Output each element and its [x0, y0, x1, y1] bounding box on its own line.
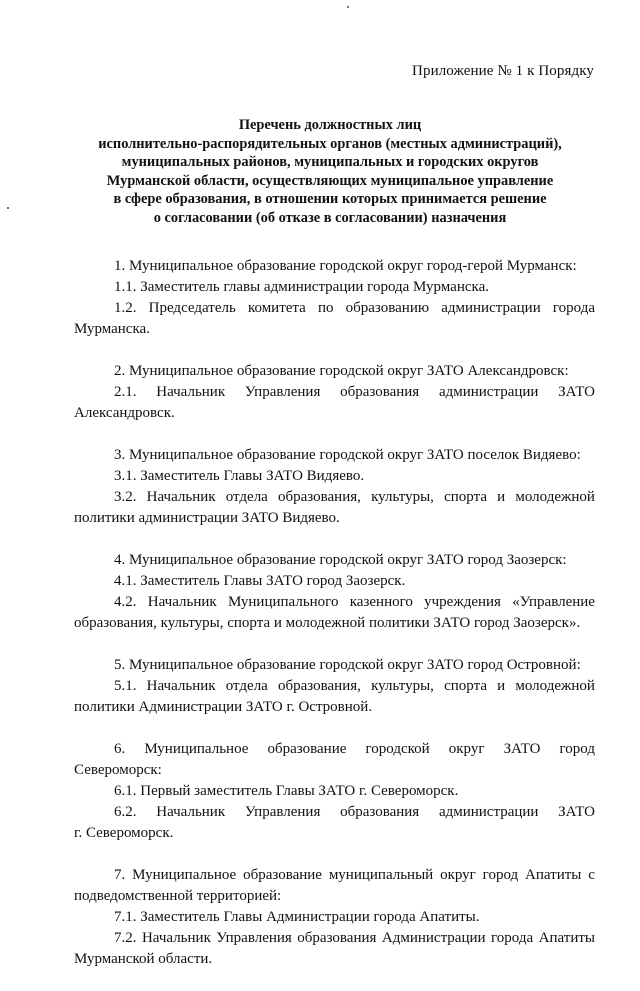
justified-word: 5.1.: [114, 678, 137, 694]
justified-word: с: [588, 867, 595, 883]
justified-word: Начальник: [146, 678, 216, 694]
section-ostrovnoy: [74, 655, 595, 718]
justified-word: образования,: [278, 678, 361, 694]
justified-word: 1.2.: [114, 300, 137, 316]
justified-word: учреждения: [424, 594, 501, 610]
section-heading: 2. Муниципальное образование городской округ ЗАТО Александровск:: [114, 363, 569, 379]
justified-word: ЗАТО: [503, 741, 541, 757]
title-line: о согласовании (об отказе в согласовании) назначения: [153, 209, 507, 226]
justified-word: 7.2.: [114, 930, 137, 946]
justified-word: Муниципального: [227, 594, 339, 610]
title-line: Перечень должностных лиц: [238, 117, 422, 133]
section-heading-continuation: Североморск:: [74, 762, 162, 778]
title-line: в сфере образования, в отношении которых принимается решение: [113, 191, 547, 208]
section-heading: 3. Муниципальное образование городской округ ЗАТО поселок Видяево:: [114, 447, 581, 463]
justified-word: Управления: [244, 384, 321, 400]
section-heading-line: [74, 865, 595, 886]
appendix-label: Приложение № 1 к Порядку: [412, 63, 594, 79]
justified-word: ЗАТО: [558, 384, 595, 400]
justified-word: комитета: [247, 300, 306, 316]
justified-word: Апатиты: [538, 930, 595, 946]
justified-word: отдела: [225, 489, 268, 505]
justified-word: администрации: [438, 804, 539, 820]
justified-word: и: [497, 489, 506, 505]
justified-word: образования: [340, 384, 420, 400]
section-murmansk: [74, 256, 595, 340]
scan-speck: [347, 6, 349, 8]
list-item-line: [74, 592, 595, 613]
list-item: 4.1. Заместитель Главы ЗАТО город Заозерск.: [114, 573, 406, 589]
section-aleksandrovsk: [74, 361, 595, 424]
section-heading-line: [74, 739, 595, 760]
justified-word: Управления: [216, 930, 292, 946]
justified-word: Начальник: [156, 804, 226, 820]
justified-word: город: [482, 867, 519, 883]
justified-word: Муниципальное: [144, 741, 249, 757]
justified-word: муниципальный: [328, 867, 434, 883]
justified-word: «Управление: [512, 594, 595, 610]
list-item-continuation: образования, культуры, спорта и молодежной политики ЗАТО город Заозерск».: [74, 615, 581, 631]
list-item-line: [74, 928, 595, 949]
justified-word: Муниципальное: [132, 867, 237, 883]
justified-word: и: [497, 678, 506, 694]
section-heading-continuation: подведомственной территорией:: [74, 888, 282, 904]
justified-word: 6.2.: [114, 804, 137, 820]
section-apatity: [74, 865, 595, 970]
list-item: 3.1. Заместитель Главы ЗАТО Видяево.: [114, 468, 365, 484]
justified-word: 6.: [114, 741, 126, 757]
justified-word: культуры,: [371, 489, 434, 505]
justified-word: Администрации: [381, 930, 486, 946]
title-line: муниципальных районов, муниципальных и городских округов: [121, 154, 539, 171]
justified-word: 4.2.: [114, 594, 137, 610]
justified-word: образование: [243, 867, 322, 883]
section-heading: 4. Муниципальное образование городской округ ЗАТО город Заозерск:: [114, 552, 567, 568]
justified-word: ЗАТО: [558, 804, 595, 820]
list-item-continuation: политики администрации ЗАТО Видяево.: [74, 510, 340, 526]
justified-word: образованию: [345, 300, 430, 316]
section-severomorsk: [74, 739, 595, 844]
title-line: Мурманской области, осуществляющих муниципальное управление: [106, 172, 554, 189]
list-item-line: [74, 802, 595, 823]
justified-word: администрации: [438, 384, 539, 400]
justified-word: Начальник: [156, 384, 226, 400]
justified-word: образования: [340, 804, 420, 820]
list-item-continuation: Мурманской области.: [74, 951, 213, 967]
justified-word: городской: [365, 741, 430, 757]
list-item: 7.1. Заместитель Главы Администрации города Апатиты.: [114, 909, 480, 925]
justified-word: города: [491, 930, 534, 946]
justified-word: культуры,: [371, 678, 434, 694]
justified-word: 2.1.: [114, 384, 137, 400]
scan-speck: [7, 207, 9, 209]
list-item-line: [74, 298, 595, 319]
section-vidyaevo: [74, 445, 595, 529]
list-item-continuation: г. Североморск.: [74, 825, 174, 841]
justified-word: молодежной: [515, 678, 595, 694]
justified-word: администрации: [441, 300, 541, 316]
justified-word: Начальник: [147, 594, 217, 610]
justified-word: Апатиты: [525, 867, 582, 883]
justified-word: Управления: [244, 804, 321, 820]
justified-word: по: [317, 300, 334, 316]
justified-word: 7.: [114, 867, 126, 883]
list-item-continuation: Александровск.: [74, 405, 175, 421]
list-item-continuation: Мурманска.: [74, 321, 150, 337]
list-item-line: [74, 382, 595, 403]
list-item-line: [74, 487, 595, 508]
justified-word: спорта: [444, 489, 487, 505]
justified-word: образование: [267, 741, 347, 757]
justified-word: отдела: [225, 678, 268, 694]
section-heading: 5. Муниципальное образование городской округ ЗАТО город Островной:: [114, 657, 581, 673]
justified-word: города: [552, 300, 595, 316]
justified-word: Начальник: [141, 930, 211, 946]
justified-word: 3.2.: [114, 489, 137, 505]
justified-word: Начальник: [146, 489, 216, 505]
justified-word: город: [559, 741, 595, 757]
justified-word: округ: [448, 741, 485, 757]
justified-word: образования: [297, 930, 377, 946]
section-zaozersk: [74, 550, 595, 634]
list-item-line: [74, 676, 595, 697]
justified-word: округ: [440, 867, 476, 883]
section-heading: 1. Муниципальное образование городской округ город-герой Мурманск:: [114, 258, 577, 274]
justified-word: спорта: [444, 678, 487, 694]
justified-word: казенного: [349, 594, 413, 610]
document-title: [60, 116, 600, 228]
justified-word: молодежной: [515, 489, 595, 505]
justified-word: образования,: [278, 489, 361, 505]
title-line: исполнительно-распорядительных органов (местных администраций),: [98, 135, 562, 152]
list-item: 1.1. Заместитель главы администрации города Мурманска.: [114, 279, 489, 295]
list-item-continuation: политики Администрации ЗАТО г. Островной.: [74, 699, 373, 715]
justified-word: Председатель: [148, 300, 236, 316]
list-item: 6.1. Первый заместитель Главы ЗАТО г. Североморск.: [114, 783, 459, 799]
document-body: [74, 256, 595, 991]
